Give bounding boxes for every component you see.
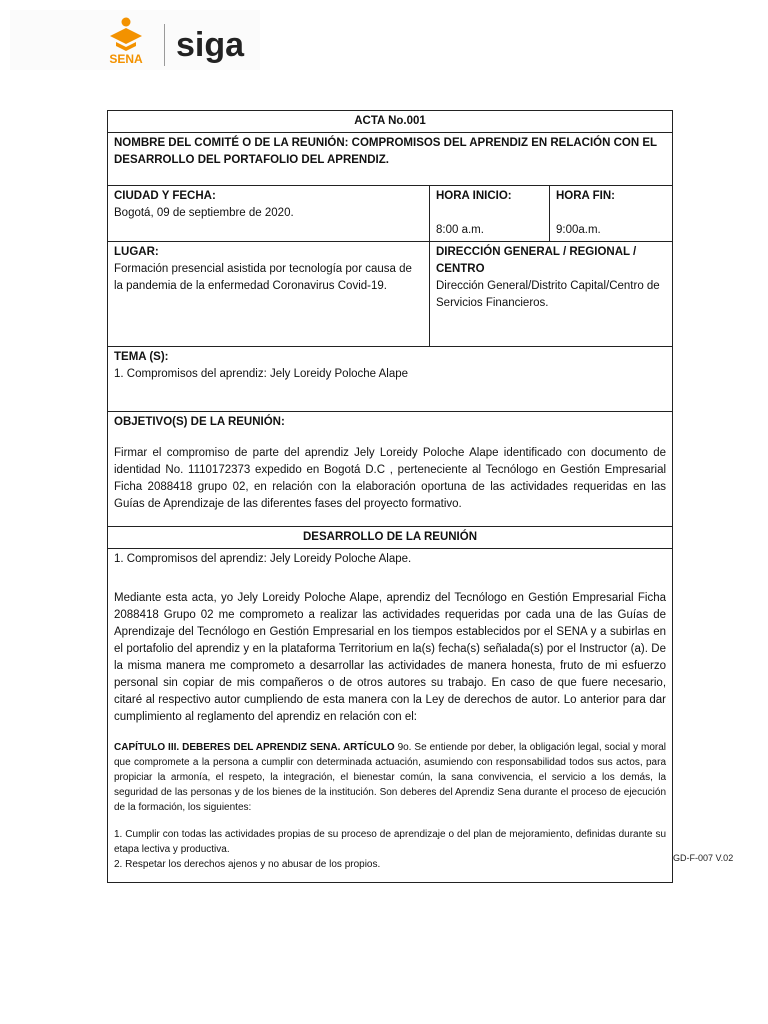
objective-label: OBJETIVO(S) DE LA REUNIÓN: <box>114 416 285 428</box>
form-code: GD-F-007 V.02 <box>673 853 734 863</box>
development-header-row <box>108 527 673 549</box>
duty-2: 2. Respetar los derechos ajenos y no abusar de los propios. <box>114 859 381 870</box>
topic-value: 1. Compromisos del aprendiz: Jely Loreidy Poloche Alape <box>114 368 409 380</box>
development-label: DESARROLLO DE LA REUNIÓN <box>108 527 673 549</box>
place-row <box>108 242 673 347</box>
siga-logo <box>174 22 254 66</box>
development-row <box>108 549 673 883</box>
document-header <box>10 10 260 70</box>
acta-table <box>107 110 673 883</box>
acta-title: ACTA No.001 <box>108 111 673 133</box>
chapter-paragraph <box>114 740 666 815</box>
development-item: 1. Compromisos del aprendiz: Jely Loreidy Poloche Alape. <box>114 553 412 565</box>
chapter-title: CAPÍTULO III. DEBERES DEL APRENDIZ SENA. ARTÍCULO <box>114 742 395 753</box>
objective-text: Firmar el compromiso de parte del aprendiz Jely Loreidy Poloche Alape identificado con documento de identidad No. 1110172373 expedido en Bogotá D.C , perteneciente al Tecnólogo en Gestión Empresarial Ficha 2088418 grupo 02, en relación con la elaboración oportuna de las actividades requeridas en las Guías de Aprendizaje de las diferentes fases del proyecto formativo. <box>114 447 667 510</box>
end-time-label: HORA FIN: <box>556 190 615 202</box>
city-date-value: Bogotá, 09 de septiembre de 2020. <box>114 207 294 219</box>
place-label: LUGAR: <box>114 246 159 258</box>
start-time-label: HORA INICIO: <box>436 190 512 202</box>
meeting-name-row <box>108 133 673 186</box>
development-paragraph: Mediante esta acta, yo Jely Loreidy Poloche Alape, aprendiz del Tecnólogo en Gestión Empresarial Ficha 2088418 Grupo 02 me comprometo a realizar las actividades requeridas por cada una de las Guías de Aprendizaje del Tecnólogo en Gestión Empresarial en los tiempos establecidos por el SENA y a subirlas en el portafolio del aprendiz y en la plataforma Territorium en la(s) fecha(s) señalada(s) por el Instructor (a). De la misma manera me comprometo a desarrollar las actividades de manera honesta, fruto de mi esfuerzo personal sin copiar de mis compañeros o de otros autores su trabajo. En caso de que fuere necesario, citaré al respectivo autor cumpliendo de esta manera con la Ley de derechos de autor. Lo anterior para dar cumplimiento al reglamento del aprendiz en relación con el: <box>114 592 667 723</box>
start-time-value: 8:00 a.m. <box>436 224 484 236</box>
topic-row <box>108 347 673 412</box>
place-value: Formación presencial asistida por tecnología por causa de la pandemia de la enfermedad Coronavirus Covid-19. <box>114 263 412 292</box>
sena-logo <box>98 16 154 68</box>
city-date-row <box>108 186 673 242</box>
svg-text:siga: siga <box>176 26 245 64</box>
direction-value: Dirección General/Distrito Capital/Centro de Servicios Financieros. <box>436 280 660 309</box>
direction-label: DIRECCIÓN GENERAL / REGIONAL / CENTRO <box>436 246 637 275</box>
meeting-name: NOMBRE DEL COMITÉ O DE LA REUNIÓN: COMPROMISOS DEL APRENDIZ EN RELACIÓN CON EL DESARROLLO DEL PORTAFOLIO DEL APRENDIZ. <box>108 133 673 186</box>
title-row <box>108 111 673 133</box>
topic-label: TEMA (S): <box>114 351 169 363</box>
logo-divider <box>164 24 165 66</box>
end-time-value: 9:00a.m. <box>556 224 601 236</box>
svg-text:SENA: SENA <box>109 52 143 66</box>
city-date-label: CIUDAD Y FECHA: <box>114 190 216 202</box>
chapter-text: 9o. Se entiende por deber, la obligación legal, social y moral que compromete a la persona a cumplir con determinada actuación, asumiendo con responsabilidad todos sus actos, para propiciar la armonía, el respeto, la integración, el bienestar común, la sana convivencia, el servicio a los demás, la seguridad de las personas y de los bienes de la institución. Son deberes del Aprendiz Sena durante el proceso de ejecución de la formación, los siguientes: <box>114 742 667 813</box>
objective-row <box>108 412 673 527</box>
duty-1: 1. Cumplir con todas las actividades propias de su proceso de aprendizaje o del plan de mejoramiento, definidas durante su etapa lectiva y productiva. <box>114 829 667 855</box>
